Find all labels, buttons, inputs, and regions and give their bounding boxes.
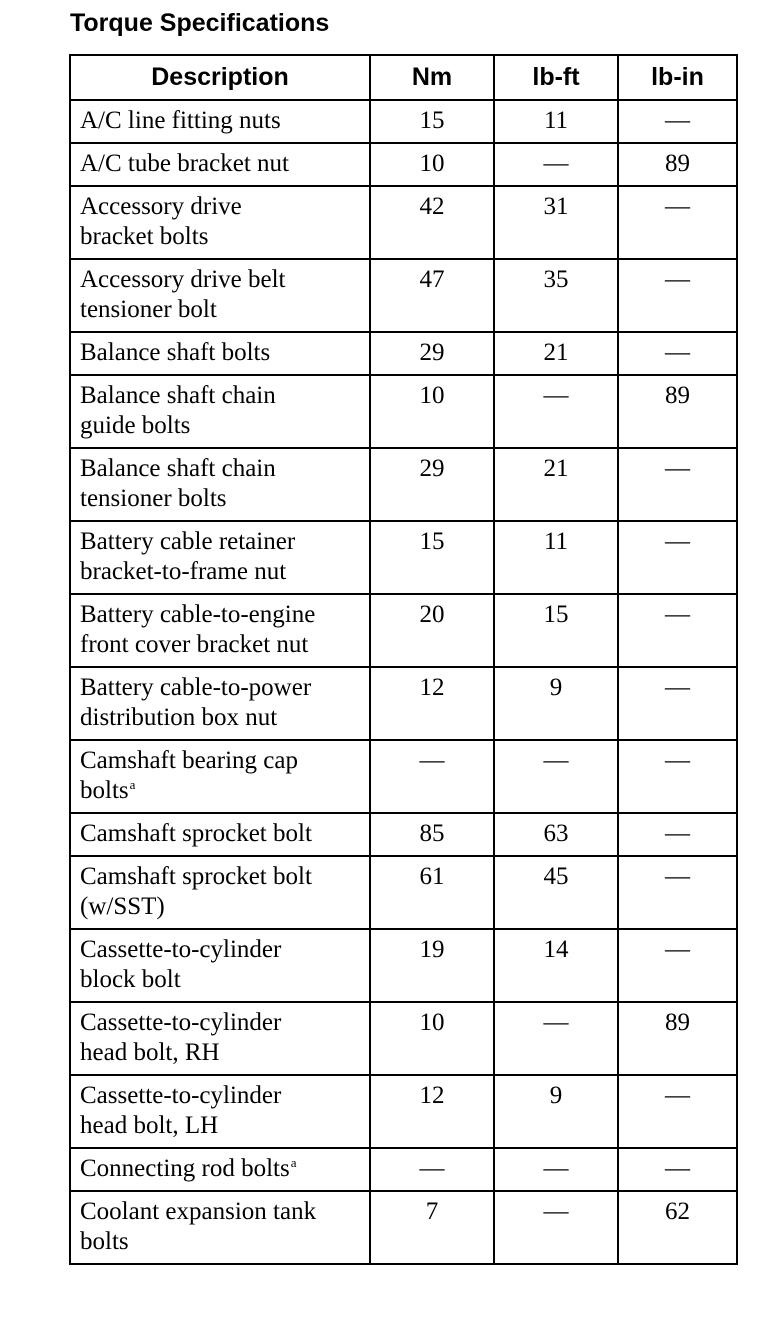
column-header-description: Description [70, 55, 370, 100]
description-text: Cassette-to-cylinder head bolt, RH [80, 1009, 282, 1066]
description-cell [70, 1148, 370, 1191]
nm-cell: — [370, 1148, 494, 1191]
lb-ft-cell: — [494, 1002, 618, 1075]
description-cell [70, 667, 370, 740]
nm-cell: 29 [370, 332, 494, 375]
lb-in-cell: — [618, 813, 737, 856]
description-cell [70, 143, 370, 186]
description-text: A/C line fitting nuts [80, 107, 281, 134]
table-row [70, 667, 737, 740]
lb-in-cell: — [618, 448, 737, 521]
lb-ft-cell: — [494, 1191, 618, 1264]
description-text: Battery cable-to-power distribution box nut [80, 674, 312, 731]
description-text: Balance shaft chain tensioner bolts [80, 455, 276, 512]
nm-cell: 42 [370, 186, 494, 259]
lb-in-cell: — [618, 186, 737, 259]
description-text: Coolant expansion tank bolts [80, 1198, 317, 1255]
table-row [70, 1075, 737, 1148]
nm-cell: 29 [370, 448, 494, 521]
lb-in-cell: — [618, 521, 737, 594]
table-row [70, 521, 737, 594]
description-text: Cassette-to-cylinder head bolt, LH [80, 1082, 282, 1139]
description-cell [70, 1075, 370, 1148]
page-title: Torque Specifications [70, 9, 330, 37]
description-cell [70, 1002, 370, 1075]
lb-in-cell: — [618, 1148, 737, 1191]
footnote-marker: a [290, 1155, 297, 1170]
lb-ft-cell: — [494, 375, 618, 448]
lb-ft-cell: 11 [494, 100, 618, 143]
description-text: Accessory drive bracket bolts [80, 193, 242, 250]
column-header-lb-in: lb-in [618, 55, 737, 100]
column-header-lb-ft: lb-ft [494, 55, 618, 100]
description-cell [70, 740, 370, 813]
table-body [70, 100, 737, 1264]
lb-ft-cell: 11 [494, 521, 618, 594]
description-cell [70, 332, 370, 375]
nm-cell: 61 [370, 856, 494, 929]
nm-cell: 12 [370, 667, 494, 740]
table-row [70, 1002, 737, 1075]
nm-cell: 12 [370, 1075, 494, 1148]
lb-in-cell: 62 [618, 1191, 737, 1264]
description-cell [70, 259, 370, 332]
lb-ft-cell: — [494, 143, 618, 186]
nm-cell: 7 [370, 1191, 494, 1264]
description-cell [70, 594, 370, 667]
nm-cell: 85 [370, 813, 494, 856]
table-row [70, 813, 737, 856]
table-row [70, 448, 737, 521]
description-cell [70, 521, 370, 594]
lb-in-cell: — [618, 259, 737, 332]
table-row [70, 143, 737, 186]
description-cell [70, 375, 370, 448]
table-row [70, 594, 737, 667]
description-cell [70, 929, 370, 1002]
description-text: Battery cable-to-engine front cover bracket nut [80, 601, 316, 658]
lb-ft-cell: 21 [494, 332, 618, 375]
lb-in-cell: 89 [618, 1002, 737, 1075]
lb-ft-cell: 9 [494, 667, 618, 740]
lb-ft-cell: 15 [494, 594, 618, 667]
lb-ft-cell: 21 [494, 448, 618, 521]
lb-ft-cell: 9 [494, 1075, 618, 1148]
lb-ft-cell: 31 [494, 186, 618, 259]
description-text: Battery cable retainer bracket-to-frame nut [80, 528, 296, 585]
lb-in-cell: — [618, 100, 737, 143]
description-text: A/C tube bracket nut [80, 150, 289, 177]
description-cell [70, 1191, 370, 1264]
lb-in-cell: — [618, 1075, 737, 1148]
description-text: Balance shaft chain guide bolts [80, 382, 276, 439]
lb-in-cell: 89 [618, 143, 737, 186]
description-cell [70, 448, 370, 521]
lb-in-cell: 89 [618, 375, 737, 448]
lb-in-cell: — [618, 667, 737, 740]
footnote-marker: a [129, 777, 136, 792]
lb-in-cell: — [618, 332, 737, 375]
description-cell [70, 813, 370, 856]
table-row [70, 100, 737, 143]
nm-cell: 10 [370, 1002, 494, 1075]
nm-cell: 10 [370, 143, 494, 186]
nm-cell: 20 [370, 594, 494, 667]
table-row [70, 740, 737, 813]
table-row [70, 332, 737, 375]
table-row [70, 929, 737, 1002]
nm-cell: 10 [370, 375, 494, 448]
nm-cell: 15 [370, 100, 494, 143]
lb-ft-cell: 63 [494, 813, 618, 856]
nm-cell: 15 [370, 521, 494, 594]
description-text: Cassette-to-cylinder block bolt [80, 936, 282, 993]
description-cell [70, 856, 370, 929]
description-text: Camshaft sprocket bolt [80, 820, 312, 847]
nm-cell: 19 [370, 929, 494, 1002]
lb-in-cell: — [618, 929, 737, 1002]
table-header-row [70, 55, 737, 100]
lb-in-cell: — [618, 594, 737, 667]
nm-cell: 47 [370, 259, 494, 332]
description-cell [70, 100, 370, 143]
torque-spec-table [69, 54, 738, 1265]
lb-ft-cell: 14 [494, 929, 618, 1002]
table-row [70, 1191, 737, 1264]
table-row [70, 1148, 737, 1191]
lb-in-cell: — [618, 856, 737, 929]
description-text: Camshaft sprocket bolt (w/SST) [80, 863, 312, 920]
lb-ft-cell: 45 [494, 856, 618, 929]
lb-ft-cell: — [494, 740, 618, 813]
description-cell [70, 186, 370, 259]
lb-ft-cell: — [494, 1148, 618, 1191]
table-row [70, 186, 737, 259]
lb-ft-cell: 35 [494, 259, 618, 332]
table-row [70, 375, 737, 448]
table-row [70, 259, 737, 332]
column-header-nm: Nm [370, 55, 494, 100]
description-text: Accessory drive belt tensioner bolt [80, 266, 286, 323]
table-row [70, 856, 737, 929]
description-text: Balance shaft bolts [80, 339, 271, 366]
description-text: Connecting rod bolts [80, 1155, 290, 1182]
nm-cell: — [370, 740, 494, 813]
description-text: Camshaft bearing cap bolts [80, 747, 298, 804]
lb-in-cell: — [618, 740, 737, 813]
